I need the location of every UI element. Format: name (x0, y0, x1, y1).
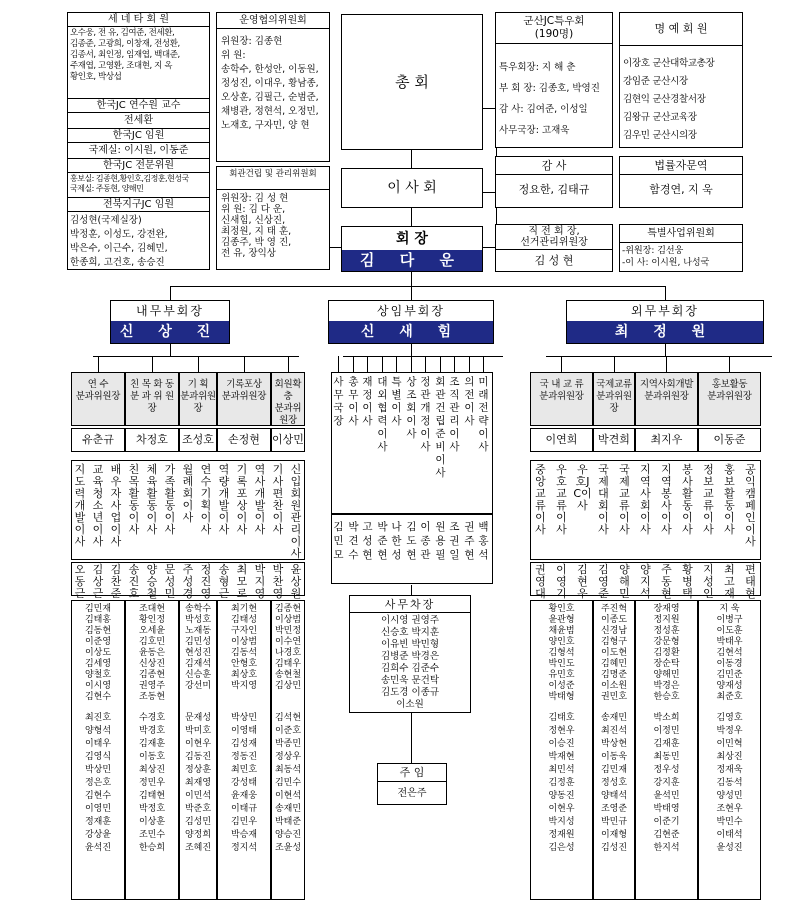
standing-name-5: 김도현 (406, 521, 417, 561)
special-project-body: -위원장: 김선웅 -이 사: 이시원, 나성국 (622, 246, 710, 268)
connector-line (483, 356, 484, 372)
jeonbuk-title: 전북지구JC 임원 (102, 199, 175, 210)
standing-director-10: 미래전략이사 (478, 376, 489, 453)
internal-committee-2: 기 획 분과위원장 (179, 372, 217, 426)
internal-manager-1: 김상근 (92, 563, 104, 600)
steering-title: 운영협의위원회 (239, 15, 307, 26)
standing-director-3: 대외협력이사 (377, 376, 388, 453)
internal-members2-0: 최진호 양형석 이태우 김영식 박상민 정은호 김현수 이영민 정재훈 강상윤 윤석진 (84, 713, 112, 853)
vp-external-name: 최 정 원 (567, 321, 763, 343)
connector-line (396, 356, 397, 372)
kjc-professor: 전세환 (124, 115, 153, 126)
internal-committee-1: 친 목 화 동 분 과 위 원 장 (125, 372, 179, 426)
auditor-body: 정요한, 김태규 (518, 183, 590, 196)
internal-manager-10: 박지영 (254, 563, 266, 600)
vp-internal-name: 신 상 진 (111, 321, 229, 343)
general-meeting-label: 총 회 (395, 73, 429, 91)
internal-members2-2: 문재성 박미호 이현우 김동진 정상훈 최재영 이민석 박준호 김성민 양정희 조혜진 (184, 713, 212, 853)
connector-line (614, 356, 615, 372)
internal-chair-4: 이상민 (271, 428, 305, 452)
senator-members: 오수웅, 전 유, 김여준, 전세환, 김종준, 고광희, 이창재, 전성환, 김종서, 최인정, 임재엽, 백대준, 주재엽, 고영환, 조대현, 지 옥 황인호, 박상섭 (70, 28, 180, 82)
external-members-1: 주진혁 이종도 신경남 김형구 이도현 김혜민 김명준 이소원 권민호 (600, 604, 628, 702)
honorary-body: 이장호 군산대학교총장 강임준 군산시장 김현익 군산경찰서장 김왕규 군산교육장 김우민 군산시의장 (623, 58, 715, 141)
deputy-title: 사무차장 (384, 598, 436, 611)
external-manager-2: 김현우 (577, 563, 588, 600)
past-president-body: 김 성 현 (534, 254, 574, 267)
connector-line (411, 356, 412, 372)
external-committee-2: 지역사회개발 분과위원장 (635, 372, 698, 426)
connector-line (666, 356, 667, 372)
connector-line (469, 356, 470, 372)
external-members2-0: 김태호 정현우 이승진 박재현 최민석 김정훈 양동진 이현우 박지성 정재원 김은성 (548, 713, 575, 853)
past-president-title: 직 전 회 장, 선거관리위원장 (520, 226, 588, 248)
clerk-panel (377, 763, 447, 805)
external-chair-1: 박견희 (593, 428, 635, 452)
board-box (341, 168, 483, 208)
board-label: 이 사 회 (387, 180, 437, 196)
honorary-panel (619, 12, 743, 148)
connector-line (561, 356, 562, 372)
jeonbuk-members: 김성현(국제실장) 박정훈, 이성도, 강전완, 박은수, 이근수, 김혜민, 한종희, 고건호, 송승진 (70, 215, 168, 268)
special-project-title: 특별사업위원회 (647, 228, 715, 239)
standing-name-2: 고성현 (362, 521, 373, 561)
external-members2-3: 김영호 박정우 이민혁 최상진 정재욱 김동석 양성민 조현우 박민수 이태석 윤성진 (716, 713, 743, 853)
external-members-2: 장재영 정지원 정성훈 강문형 김정환 장순탁 양해민 박경은 한승호 (653, 604, 680, 702)
external-director-6: 지역봉사이사 (661, 463, 672, 536)
external-manager-7: 황병택 (682, 563, 693, 600)
standing-director-6: 정관개정이사 (420, 376, 431, 453)
special-member-title: 군산JC특우회 (190명) (523, 15, 585, 40)
senator-panel (67, 12, 210, 270)
internal-manager-6: 주성경 (182, 563, 194, 600)
vp-standing-title: 상임부회장 (377, 304, 445, 318)
internal-manager-2: 김찬준 (110, 563, 122, 600)
standing-name-10: 백홍석 (478, 521, 489, 561)
external-committee-3: 홍보활동 분과위원장 (698, 372, 761, 426)
internal-manager-4: 양승철 (146, 563, 158, 600)
internal-chair-2: 조성호 (179, 428, 217, 452)
internal-committee-3: 기록포상 분과위원장 (217, 372, 271, 426)
internal-manager-5: 문성민 (164, 563, 176, 600)
internal-director-2: 배우자사업이사 (110, 463, 122, 548)
connector-line (98, 356, 99, 372)
connector-line (244, 356, 245, 372)
external-director-9: 홍보활동이사 (724, 463, 735, 536)
vp-standing-name: 신 새 힘 (329, 321, 493, 343)
external-director-7: 봉사활동이사 (682, 463, 693, 536)
internal-chair-1: 차정호 (125, 428, 179, 452)
internal-director-5: 가족활동이사 (164, 463, 176, 536)
internal-members2-3: 박상민 이영태 김성재 정동진 최민호 강성태 윤재웅 이태규 김민우 박승재 정지석 (230, 713, 258, 853)
auditor-panel (495, 156, 613, 208)
legal-body: 함경연, 지 욱 (649, 183, 713, 196)
deputy-panel (349, 595, 471, 713)
standing-name-3: 박준현 (377, 521, 388, 561)
external-chair-3: 이동준 (698, 428, 761, 452)
internal-director-1: 교육청소년이사 (92, 463, 104, 548)
standing-director-8: 조직관리이사 (449, 376, 460, 453)
internal-director-6: 월례회이사 (182, 463, 194, 524)
external-director-2: 우호JC이사 (573, 463, 592, 512)
internal-director-0: 지도력개발이사 (74, 463, 86, 548)
standing-director-9: 의전이사 (464, 376, 475, 427)
auditor-title: 감 사 (541, 159, 567, 172)
external-director-10: 공익캠페인이사 (745, 463, 756, 548)
hall-body: 위원장: 김 성 현 위 원: 김 다 운, 신새힘, 신상진, 최정원, 지 태 훈, 김종주, 박 영 진, 전 유, 장익상 (221, 193, 292, 259)
internal-manager-8: 송형근 (218, 563, 230, 600)
standing-director-7: 회관건립준비이사 (435, 376, 446, 479)
standing-director-1: 총무이사 (348, 376, 359, 427)
vp-internal-title: 내무부회장 (136, 304, 204, 318)
external-committee-0: 국 내 교 류 분과위원장 (530, 372, 593, 426)
internal-manager-9: 최모로 (236, 563, 248, 600)
kjc-officer-title: 한국JC 임원 (112, 130, 165, 141)
legal-title: 법률자문역 (654, 159, 708, 172)
connector-line (152, 356, 153, 372)
external-manager-1: 이영기 (556, 563, 567, 600)
external-director-0: 중앙교류이사 (535, 463, 546, 536)
internal-director-12: 신입회원관리이사 (290, 463, 302, 560)
internal-members2-4: 김석현 이준호 박종민 정상우 최동석 김민수 이현석 송재민 박태준 양승진 조윤성 (274, 713, 302, 853)
standing-name-4: 나한성 (391, 521, 402, 561)
external-director-3: 국제대회이사 (598, 463, 609, 536)
external-manager-5: 양지석 (640, 563, 651, 600)
standing-director-0: 사무국장 (333, 376, 344, 427)
internal-director-4: 체육활동이사 (146, 463, 158, 536)
external-manager-3: 김영준 (598, 563, 609, 600)
standing-name-7: 원용필 (435, 521, 446, 561)
internal-manager-7: 정진영 (200, 563, 212, 600)
standing-name-8: 조권일 (449, 521, 460, 561)
connector-line (425, 356, 426, 372)
external-director-4: 국제교류이사 (619, 463, 630, 536)
external-manager-4: 양해민 (619, 563, 630, 600)
external-chair-2: 최지우 (635, 428, 698, 452)
external-manager-6: 주동현 (661, 563, 672, 600)
internal-committee-0: 연 수 분과위원장 (71, 372, 125, 426)
internal-members2-1: 수경호 박경호 김재훈 이동호 최상진 정민우 김태현 박정호 이상훈 조민수 한승희 (138, 713, 166, 853)
internal-chair-0: 유춘규 (71, 428, 125, 452)
internal-director-10: 역사개발이사 (254, 463, 266, 536)
hall-committee-panel (216, 166, 330, 270)
internal-director-11: 기사편찬이사 (272, 463, 284, 536)
standing-director-4: 특별이사 (391, 376, 402, 427)
internal-manager-3: 송진호 (128, 563, 140, 600)
external-members2-2: 박소희 이정민 김재훈 최동민 정우성 강지훈 윤석민 박태영 이준기 김현준 한지석 (653, 713, 680, 853)
connector-line (367, 356, 368, 372)
standing-director-5: 상조회이사 (406, 376, 417, 440)
external-members-0: 황인호 윤관형 채윤범 양인호 김형석 박인도 유민호 이성준 박태형 (548, 604, 575, 702)
general-meeting-box (341, 14, 483, 150)
external-director-8: 정보교류이사 (703, 463, 714, 536)
internal-chair-3: 손정현 (217, 428, 271, 452)
external-director-1: 우호교류이사 (556, 463, 567, 536)
special-member-panel (495, 12, 613, 148)
connector-line (440, 356, 441, 372)
internal-committee-4: 회원확충 분과위원장 (271, 372, 305, 426)
internal-manager-0: 오동근 (74, 563, 86, 600)
internal-manager-12: 윤상원 (290, 563, 302, 600)
kjc-officer: 국제실: 이시원, 이동준 (88, 145, 189, 156)
honorary-title: 명 예 회 원 (654, 22, 708, 35)
connector-line (729, 356, 730, 372)
external-members2-1: 송재민 최진석 박상현 이동욱 김민재 정성호 양태석 조영준 박민규 이재형 김성진 (600, 713, 628, 853)
connector-line (382, 356, 383, 372)
special-member-body: 특우회장: 지 해 춘 부 회 장: 김종호, 박영진 감 사: 김여준, 이성일 사무국장: 고재욱 (499, 62, 600, 136)
connector-line (353, 356, 354, 372)
clerk-name: 전은주 (397, 788, 427, 799)
external-committee-1: 국제교류 분과위원장 (593, 372, 635, 426)
kjc-professor-title: 한국JC 연수원 교수 (96, 100, 181, 111)
external-manager-10: 편태현 (745, 563, 756, 600)
internal-members-1: 조대현 황인정 오세윤 김호민 윤동은 신상진 김종현 권영주 조동현 (138, 604, 166, 702)
internal-members-3: 최기현 김태성 구자인 이상범 김동석 안형호 최상호 박지영 (230, 604, 258, 691)
standing-director-2: 재정이사 (362, 376, 373, 427)
internal-director-8: 역량개발이사 (218, 463, 230, 536)
hall-title: 회관건립 및 관리위원회 (229, 169, 317, 179)
deputy-members: 이시영 권영주 신승호 박지훈 이유빈 박민형 김병준 박경은 김희수 김준수 송민욱 문건탁 김도경 이종규 이소원 (380, 615, 440, 710)
internal-director-9: 기록포상이사 (236, 463, 248, 536)
external-manager-8: 지성인 (703, 563, 714, 600)
external-manager-0: 권영대 (535, 563, 546, 600)
legal-panel (619, 156, 743, 208)
standing-name-0: 김민모 (333, 521, 344, 561)
president-title: 회 장 (396, 231, 428, 247)
senator-title: 세 네 타 회 원 (107, 14, 169, 25)
internal-manager-11: 박찬영 (272, 563, 284, 600)
kjc-expert: 홍보실: 김종현,황인호,김정훈,현성국 국제실: 주동현, 양해민 (70, 174, 189, 193)
internal-director-3: 친목활동이사 (128, 463, 140, 536)
steering-committee-panel (216, 12, 330, 162)
connector-line (454, 356, 455, 372)
external-chair-0: 이연희 (530, 428, 593, 452)
connector-line (198, 356, 199, 372)
standing-name-1: 박견수 (348, 521, 359, 561)
external-director-5: 지역사회이사 (640, 463, 651, 536)
special-project-panel (619, 224, 743, 272)
kjc-expert-title: 한국JC 전문위원 (102, 160, 175, 171)
internal-members-0: 김민재 김태홍 김동현 이준영 이상도 김세영 양철호 이시영 김현수 (84, 604, 112, 702)
standing-name-6: 이종관 (420, 521, 431, 561)
internal-members-2: 송학수 박성호 노재동 김민성 현성진 김재석 신승훈 강선미 (184, 604, 212, 691)
clerk-title: 주 임 (399, 766, 425, 779)
connector-line (288, 356, 289, 372)
past-president-panel (495, 224, 613, 272)
connector-line (338, 356, 339, 372)
internal-members-4: 김종현 이상범 박민정 이수연 나경호 김태우 송현철 김상민 (274, 604, 302, 691)
president-name: 김 다 운 (342, 250, 482, 271)
standing-name-9: 권주현 (464, 521, 475, 561)
external-manager-9: 최고재 (724, 563, 735, 600)
internal-director-7: 연수기획이사 (200, 463, 212, 536)
external-members-3: 지 욱 이병구 이도훈 박태우 김현석 이동경 김민준 양재성 최준호 (716, 604, 743, 702)
steering-body: 위원장: 김종현 위 원: 송학수, 한성안, 이동원, 정성진, 이대우, 황남종, 오상훈, 김필근, 순범준, 채병관, 정현석, 오정민, 노재호, 구자민, 양 현 (221, 36, 319, 131)
vp-external-title: 외무부회장 (631, 304, 699, 318)
